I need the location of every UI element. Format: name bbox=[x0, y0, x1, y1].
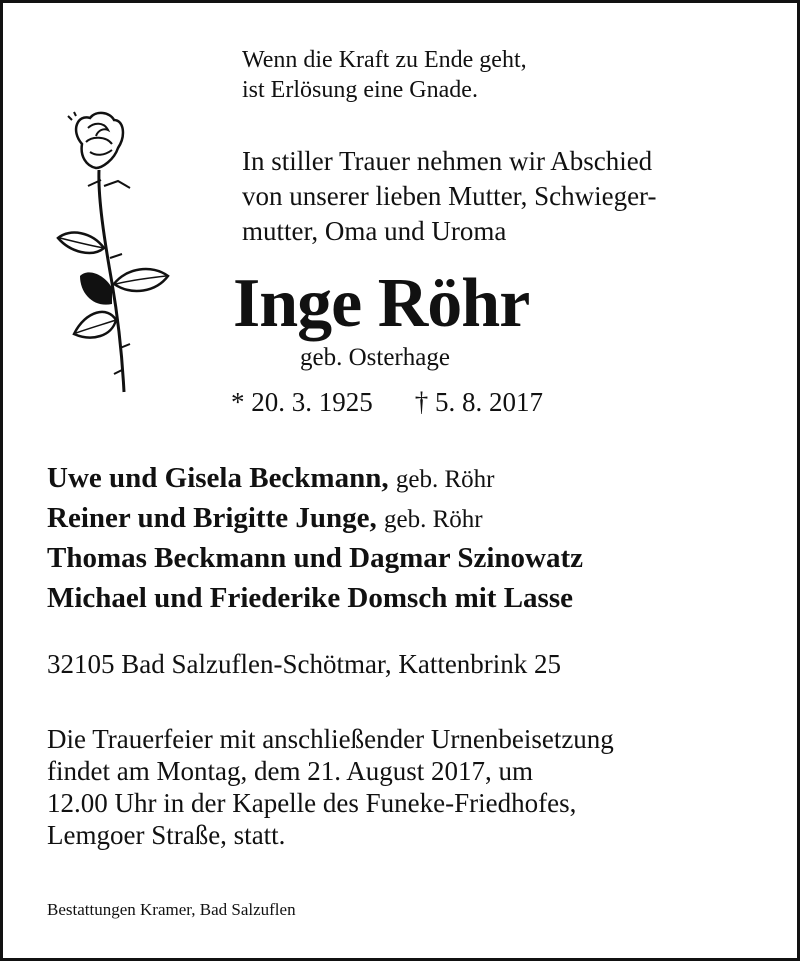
intro-line: mutter, Oma und Uroma bbox=[242, 216, 507, 246]
mourner-names: Michael und Friederike Domsch mit Lasse bbox=[47, 582, 573, 614]
mourner-names: Uwe und Gisela Beckmann, bbox=[47, 462, 389, 494]
mourner-names: Reiner und Brigitte Junge, bbox=[47, 502, 377, 534]
birth-date: * 20. 3. 1925 bbox=[231, 387, 373, 417]
quote-line: Wenn die Kraft zu Ende geht, bbox=[242, 47, 527, 73]
mourners-list bbox=[47, 458, 583, 618]
funeral-service-info bbox=[47, 723, 614, 851]
intro-line: In stiller Trauer nehmen wir Abschied bbox=[242, 146, 653, 176]
address: 32105 Bad Salzuflen-Schötmar, Kattenbrink 25 bbox=[47, 649, 562, 679]
service-line: findet am Montag, dem 21. August 2017, um bbox=[47, 756, 533, 786]
mourner-line bbox=[47, 458, 583, 498]
mourner-suffix: geb. Röhr bbox=[384, 506, 483, 533]
intro-line: von unserer lieben Mutter, Schwieger- bbox=[242, 181, 657, 211]
service-line: Lemgoer Straße, statt. bbox=[47, 820, 286, 850]
mourner-suffix: geb. Röhr bbox=[395, 466, 495, 493]
death-date: † 5. 8. 2017 bbox=[414, 387, 543, 417]
life-dates bbox=[231, 385, 543, 419]
intro-text bbox=[242, 144, 657, 249]
funeral-home: Bestattungen Kramer, Bad Salzuflen bbox=[47, 900, 296, 919]
mourner-line bbox=[47, 578, 583, 618]
service-line: Die Trauerfeier mit anschließender Urnenbeisetzung bbox=[47, 724, 614, 754]
mourner-names: Thomas Beckmann und Dagmar Szinowatz bbox=[47, 542, 584, 574]
service-line: 12.00 Uhr in der Kapelle des Funeke-Friedhofes, bbox=[47, 788, 577, 818]
maiden-name: geb. Osterhage bbox=[300, 344, 450, 371]
quote-line: ist Erlösung eine Gnade. bbox=[242, 77, 478, 103]
quote bbox=[242, 45, 527, 105]
deceased-name: Inge Röhr bbox=[233, 265, 530, 342]
rose-icon bbox=[52, 108, 177, 398]
mourner-line bbox=[47, 498, 583, 538]
mourner-line bbox=[47, 538, 583, 578]
